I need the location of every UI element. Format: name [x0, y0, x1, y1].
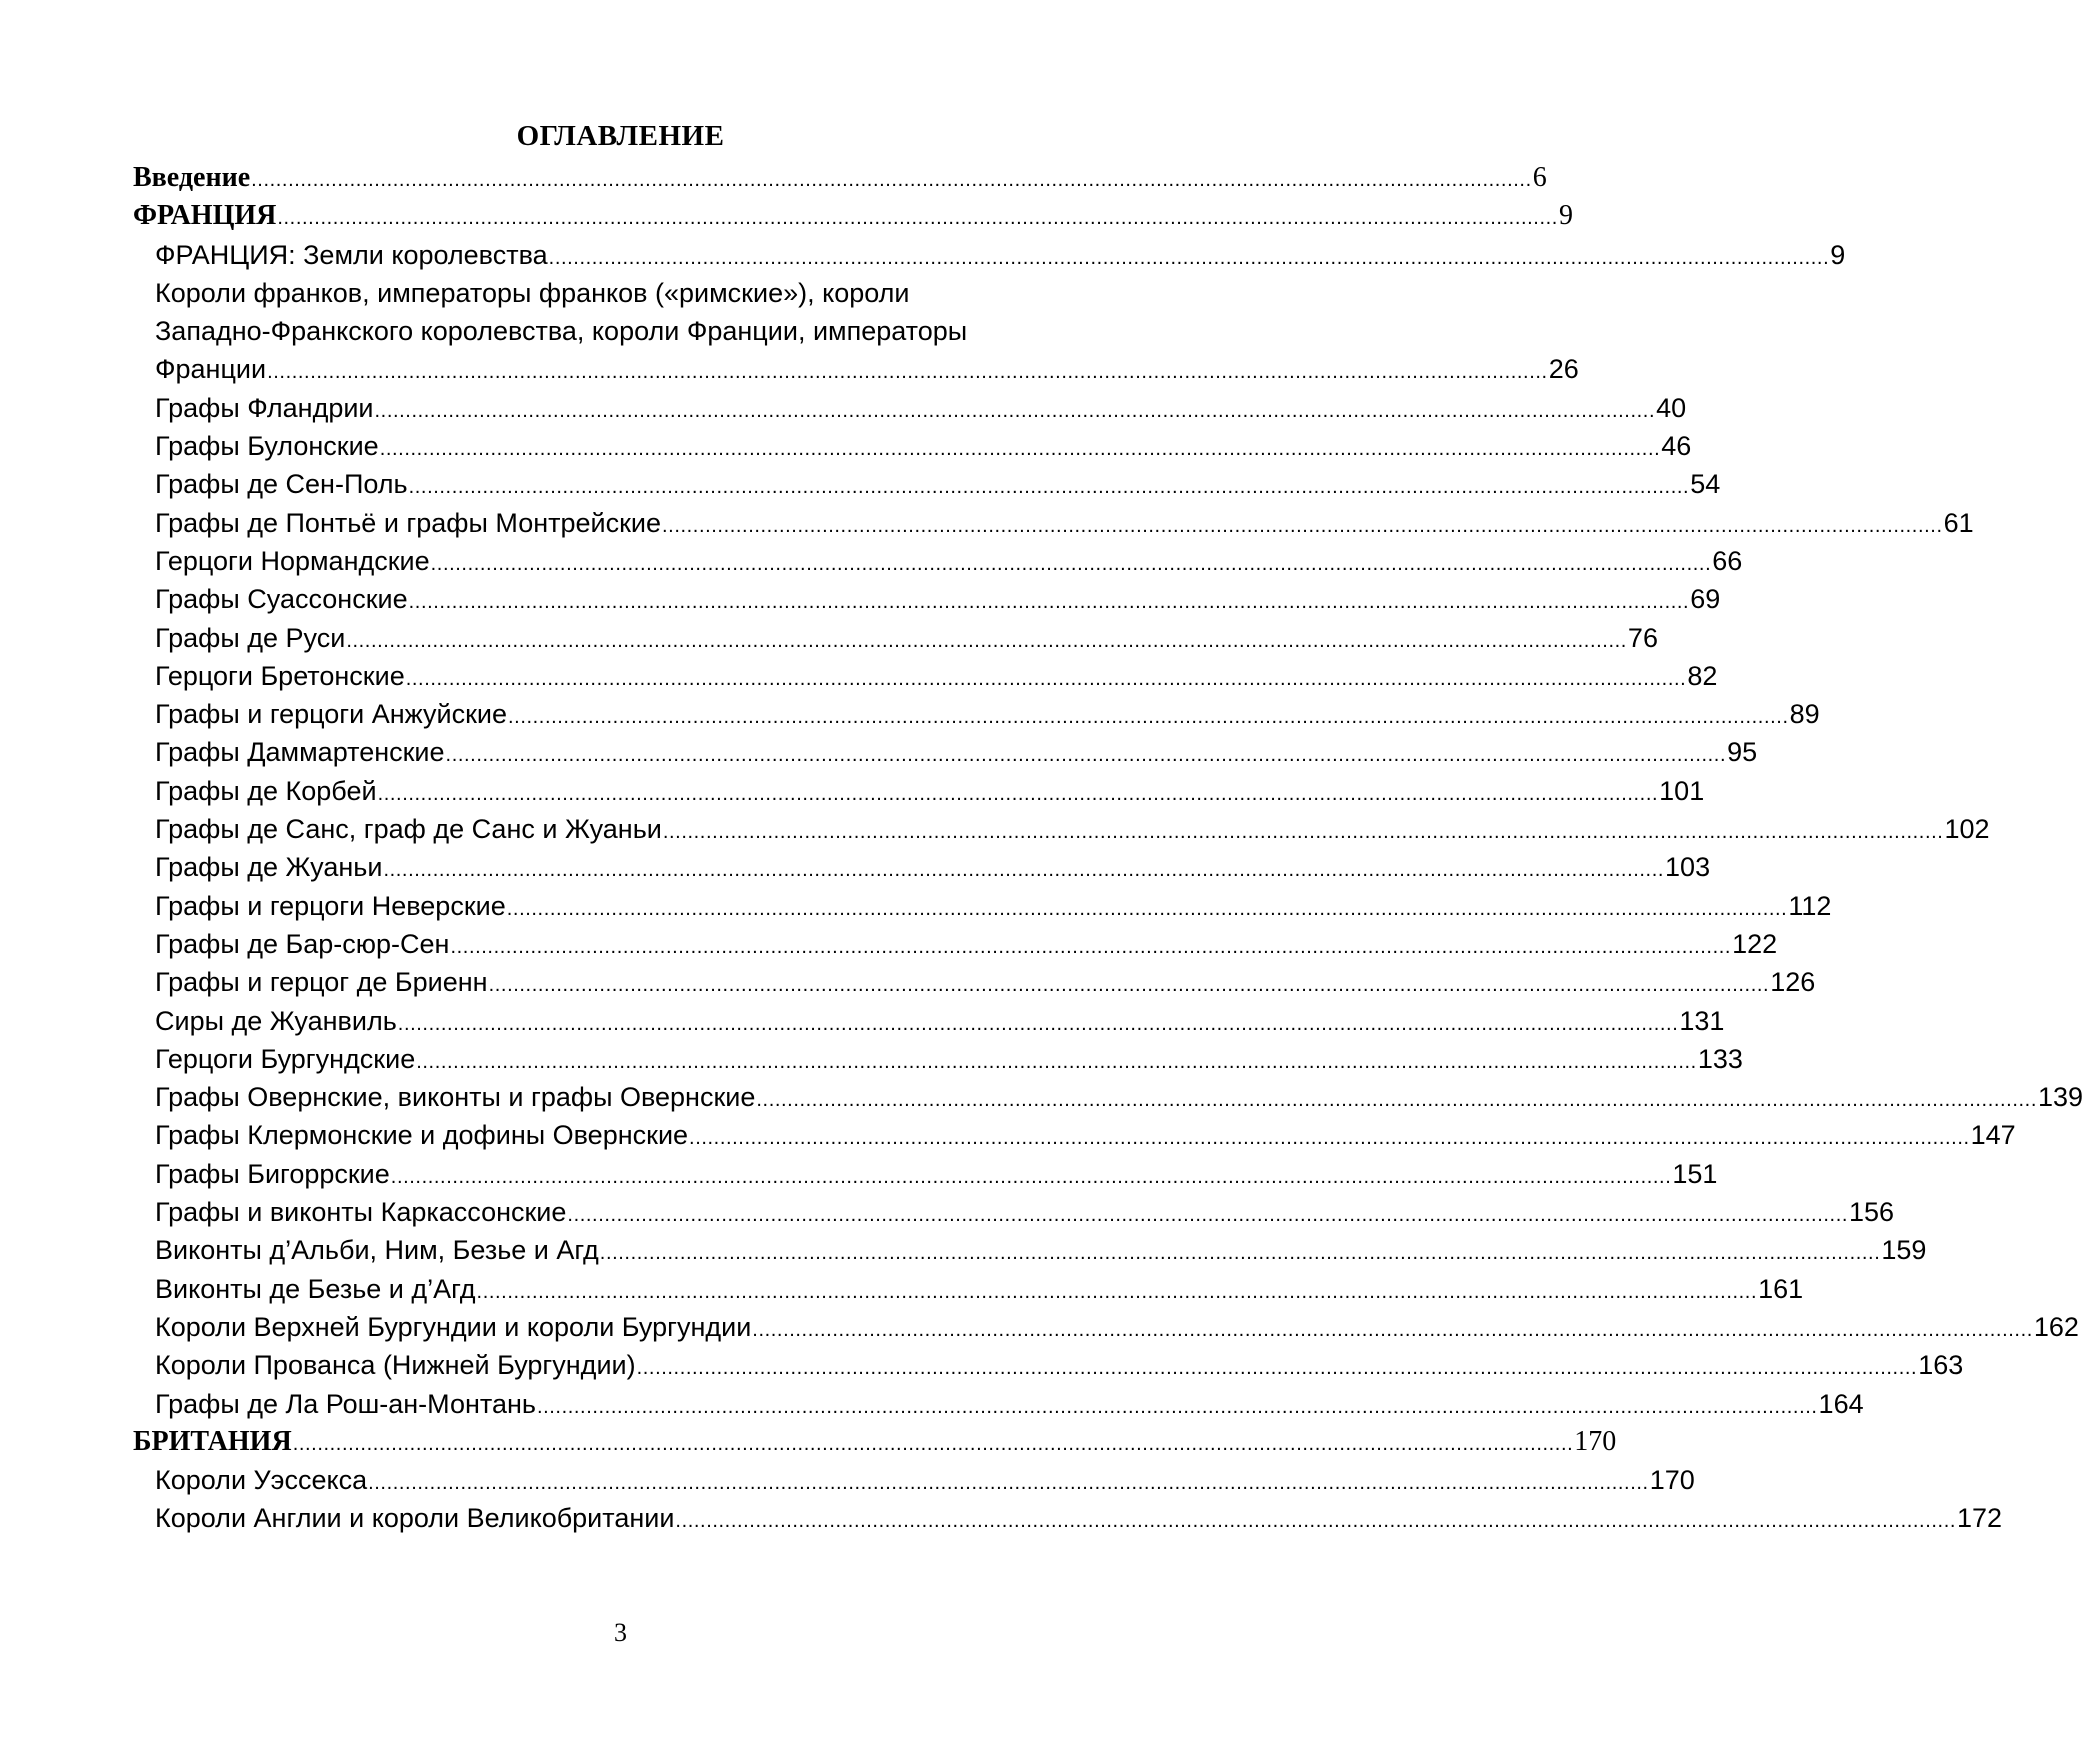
toc-entry-line: Западно-Франкского королевства, короли Франции, императоры [155, 316, 968, 347]
toc-entry-heading[interactable] [133, 159, 1547, 197]
toc-entry[interactable] [133, 1231, 1927, 1269]
dot-leader: ................................................................................................................................................................................................................ [416, 1050, 1697, 1073]
toc-entry-page: 66 [1712, 545, 1743, 576]
dot-leader: ................................................................................................................................................................................................................ [689, 1127, 1970, 1150]
toc-entry-text: Графы и герцог де Бриенн [155, 967, 488, 998]
toc-entry-page: 159 [1881, 1235, 1927, 1266]
dot-leader: ................................................................................................................................................................................................................ [567, 1204, 1849, 1227]
toc-entry-text: Графы и герцоги Анжуйские [155, 699, 508, 730]
dot-leader: ................................................................................................................................................................................................................ [675, 1510, 1957, 1533]
toc-entry-text: Графы Овернские, виконты и графы Овернские [155, 1082, 756, 1113]
toc-entry-page: 95 [1727, 737, 1758, 768]
toc-entry-text: Франции [155, 354, 267, 385]
toc-entry-page: 156 [1849, 1197, 1895, 1228]
dot-leader: ................................................................................................................................................................................................................ [445, 744, 1727, 767]
toc-entry[interactable] [133, 1499, 2003, 1537]
dot-leader: ................................................................................................................................................................................................................ [292, 1432, 1574, 1455]
toc-entry-page: 122 [1732, 928, 1778, 959]
toc-entry-text: Короли Уэссекса [155, 1465, 368, 1496]
toc-entry[interactable] [133, 963, 1816, 1001]
toc-title: ОГЛАВЛЕНИЕ [516, 120, 725, 152]
toc-entry[interactable] [133, 504, 1974, 542]
toc-entry-text: Графы Суассонские [155, 584, 408, 615]
toc-entry-text: Короли Прованса (Нижней Бургундии) [155, 1350, 636, 1381]
toc-entry[interactable] [133, 657, 1718, 695]
toc-entry[interactable] [133, 1116, 2016, 1154]
toc-entry-page: 89 [1789, 699, 1820, 730]
toc-entry-text: Сиры де Жуанвиль [155, 1005, 397, 1036]
toc-entry-page: 69 [1690, 584, 1721, 615]
dot-leader: ................................................................................................................................................................................................................ [277, 207, 1558, 230]
toc-entry[interactable] [133, 1308, 2079, 1346]
toc-entry-text: Графы де Ла Рош-ан-Монтань [155, 1388, 536, 1419]
toc-entry-page: 163 [1918, 1350, 1964, 1381]
toc-entry-text: Графы де Корбей [155, 775, 377, 806]
toc-entry-page: 46 [1661, 431, 1692, 462]
toc-entry-page: 161 [1758, 1273, 1804, 1304]
toc-entry-page: 164 [1818, 1388, 1864, 1419]
toc-entry[interactable] [133, 733, 1758, 771]
toc-entry-text: Графы де Сен-Поль [155, 469, 408, 500]
toc-entry[interactable] [133, 1385, 1864, 1423]
toc-entry-text: Короли Англии и короли Великобритании [155, 1503, 675, 1534]
toc-entry-text: Виконты де Безье и д’Агд [155, 1273, 476, 1304]
toc-entry-page: 147 [1970, 1120, 2016, 1151]
dot-leader: ................................................................................................................................................................................................................ [251, 169, 1532, 191]
dot-leader: ................................................................................................................................................................................................................ [662, 821, 1944, 844]
dot-leader: ................................................................................................................................................................................................................ [267, 361, 1548, 384]
toc-entry-page: 131 [1679, 1005, 1725, 1036]
toc-entry-text: Графы и виконты Каркассонские [155, 1197, 567, 1228]
toc-entry-page: 126 [1770, 967, 1816, 998]
toc-entry[interactable] [133, 542, 1743, 580]
dot-leader: ................................................................................................................................................................................................................ [397, 1012, 1679, 1035]
toc-entry[interactable] [133, 580, 1721, 618]
toc-entry-page: 139 [2037, 1082, 2083, 1113]
dot-leader: ................................................................................................................................................................................................................ [377, 782, 1659, 805]
dot-leader: ................................................................................................................................................................................................................ [508, 706, 1789, 729]
toc-entry-text: Герцоги Бургундские [155, 1043, 416, 1074]
toc-entry-text: Герцоги Бретонские [155, 660, 405, 691]
toc-entry-text: Графы Фландрии [155, 392, 374, 423]
toc-entry-page: 61 [1943, 507, 1974, 538]
dot-leader: ................................................................................................................................................................................................................ [756, 1089, 2037, 1112]
toc-entry-text: Графы Бигоррские [155, 1158, 390, 1189]
dot-leader: ................................................................................................................................................................................................................ [379, 438, 1661, 461]
toc-entry-page: 162 [2033, 1311, 2079, 1342]
toc-entry[interactable] [133, 1040, 1743, 1078]
toc-entry-page: 9 [1558, 200, 1573, 232]
toc-entry-text: Графы Клермонские и дофины Овернские [155, 1120, 689, 1151]
toc-entry-text: ФРАНЦИЯ [133, 200, 277, 232]
toc-entry-text: Графы де Руси [155, 622, 346, 653]
toc-entry-text: Короли Верхней Бургундии и короли Бургундии [155, 1311, 752, 1342]
toc-entry[interactable] [133, 1155, 1718, 1193]
dot-leader: ................................................................................................................................................................................................................ [430, 552, 1712, 575]
toc-entry-heading[interactable] [133, 1423, 1617, 1461]
toc-entry-page: 112 [1788, 890, 1832, 921]
dot-leader: ................................................................................................................................................................................................................ [383, 859, 1665, 882]
toc-entry[interactable] [133, 925, 1778, 963]
toc-entry-text: Графы де Бар-сюр-Сен [155, 928, 450, 959]
toc-entry-text: Графы де Понтьё и графы Монтрейские [155, 507, 662, 538]
dot-leader: ................................................................................................................................................................................................................ [536, 1395, 1818, 1418]
toc-entry-text: Герцоги Нормандские [155, 545, 430, 576]
dot-leader: ................................................................................................................................................................................................................ [405, 667, 1687, 690]
toc-entry[interactable] [133, 887, 1832, 925]
toc-entry-heading[interactable] [133, 197, 1573, 235]
toc-entry-text: Графы и герцоги Неверские [155, 890, 506, 921]
toc-entry-page: 6 [1532, 162, 1547, 193]
dot-leader: ................................................................................................................................................................................................................ [599, 1242, 1881, 1265]
toc-entry-page: 40 [1656, 392, 1687, 423]
toc-entry-page: 101 [1659, 775, 1705, 806]
toc-entry[interactable] [133, 810, 1990, 848]
toc-entry-text: Графы Даммартенские [155, 737, 445, 768]
toc-entry[interactable] [133, 465, 1721, 503]
toc-entry-page: 151 [1672, 1158, 1718, 1189]
toc-entry-text: БРИТАНИЯ [133, 1425, 292, 1457]
toc-entry-page: 172 [1957, 1503, 2003, 1534]
dot-leader: ................................................................................................................................................................................................................ [752, 1318, 2033, 1341]
toc-entry[interactable] [133, 695, 1820, 733]
toc-entry-page: 76 [1627, 622, 1658, 653]
toc-entry-page: 170 [1649, 1465, 1695, 1496]
dot-leader: ................................................................................................................................................................................................................ [346, 629, 1627, 652]
dot-leader: ................................................................................................................................................................................................................ [636, 1357, 1918, 1380]
toc-entry-page: 26 [1548, 354, 1579, 385]
dot-leader: ................................................................................................................................................................................................................ [662, 514, 1943, 537]
toc-entry-page: 103 [1665, 852, 1711, 883]
toc-entry[interactable] [133, 1346, 1964, 1384]
dot-leader: ................................................................................................................................................................................................................ [368, 1472, 1649, 1495]
toc-entry-line: Короли франков, императоры франков («римские»), короли [155, 277, 910, 308]
toc-entry[interactable] [133, 1078, 2083, 1116]
toc-entry-page: 170 [1574, 1425, 1617, 1457]
toc-entry-page: 9 [1830, 239, 1846, 270]
page-number: 3 [614, 1618, 627, 1647]
toc-entry[interactable] [133, 848, 1711, 886]
dot-leader: ................................................................................................................................................................................................................ [506, 897, 1788, 920]
toc-entry[interactable] [133, 1002, 1725, 1040]
toc-entry[interactable] [133, 427, 1692, 465]
dot-leader: ................................................................................................................................................................................................................ [408, 476, 1690, 499]
dot-leader: ................................................................................................................................................................................................................ [548, 246, 1830, 269]
dot-leader: ................................................................................................................................................................................................................ [390, 1165, 1672, 1188]
toc-entry-text: Графы де Жуаньи [155, 852, 383, 883]
toc-entry[interactable] [133, 619, 1658, 657]
dot-leader: ................................................................................................................................................................................................................ [408, 591, 1690, 614]
dot-leader: ................................................................................................................................................................................................................ [476, 1280, 1758, 1303]
dot-leader: ................................................................................................................................................................................................................ [488, 974, 1770, 997]
toc-entry-page: 102 [1944, 814, 1990, 845]
toc-entry[interactable] [133, 1461, 1695, 1499]
toc-entry-text: Графы Булонские [155, 431, 379, 462]
toc-entry[interactable] [133, 389, 1687, 427]
toc-entry[interactable] [133, 1270, 1804, 1308]
toc-entry[interactable] [133, 772, 1705, 810]
toc-entry-text: Графы де Санс, граф де Санс и Жуаньи [155, 814, 662, 845]
toc-entry[interactable] [133, 1193, 1895, 1231]
toc-entry-page: 54 [1690, 469, 1721, 500]
dot-leader: ................................................................................................................................................................................................................ [374, 399, 1656, 422]
table-of-contents [133, 159, 2083, 1538]
toc-entry[interactable] [133, 236, 1846, 274]
toc-entry-text: ФРАНЦИЯ: Земли королевства [155, 239, 548, 270]
toc-entry[interactable] [133, 350, 1579, 388]
dot-leader: ................................................................................................................................................................................................................ [450, 935, 1732, 958]
toc-entry-text: Введение [133, 162, 251, 193]
toc-entry-text: Виконты д’Альби, Ним, Безье и Агд [155, 1235, 599, 1266]
toc-entry-page: 133 [1697, 1043, 1743, 1074]
toc-entry-page: 82 [1687, 660, 1718, 691]
